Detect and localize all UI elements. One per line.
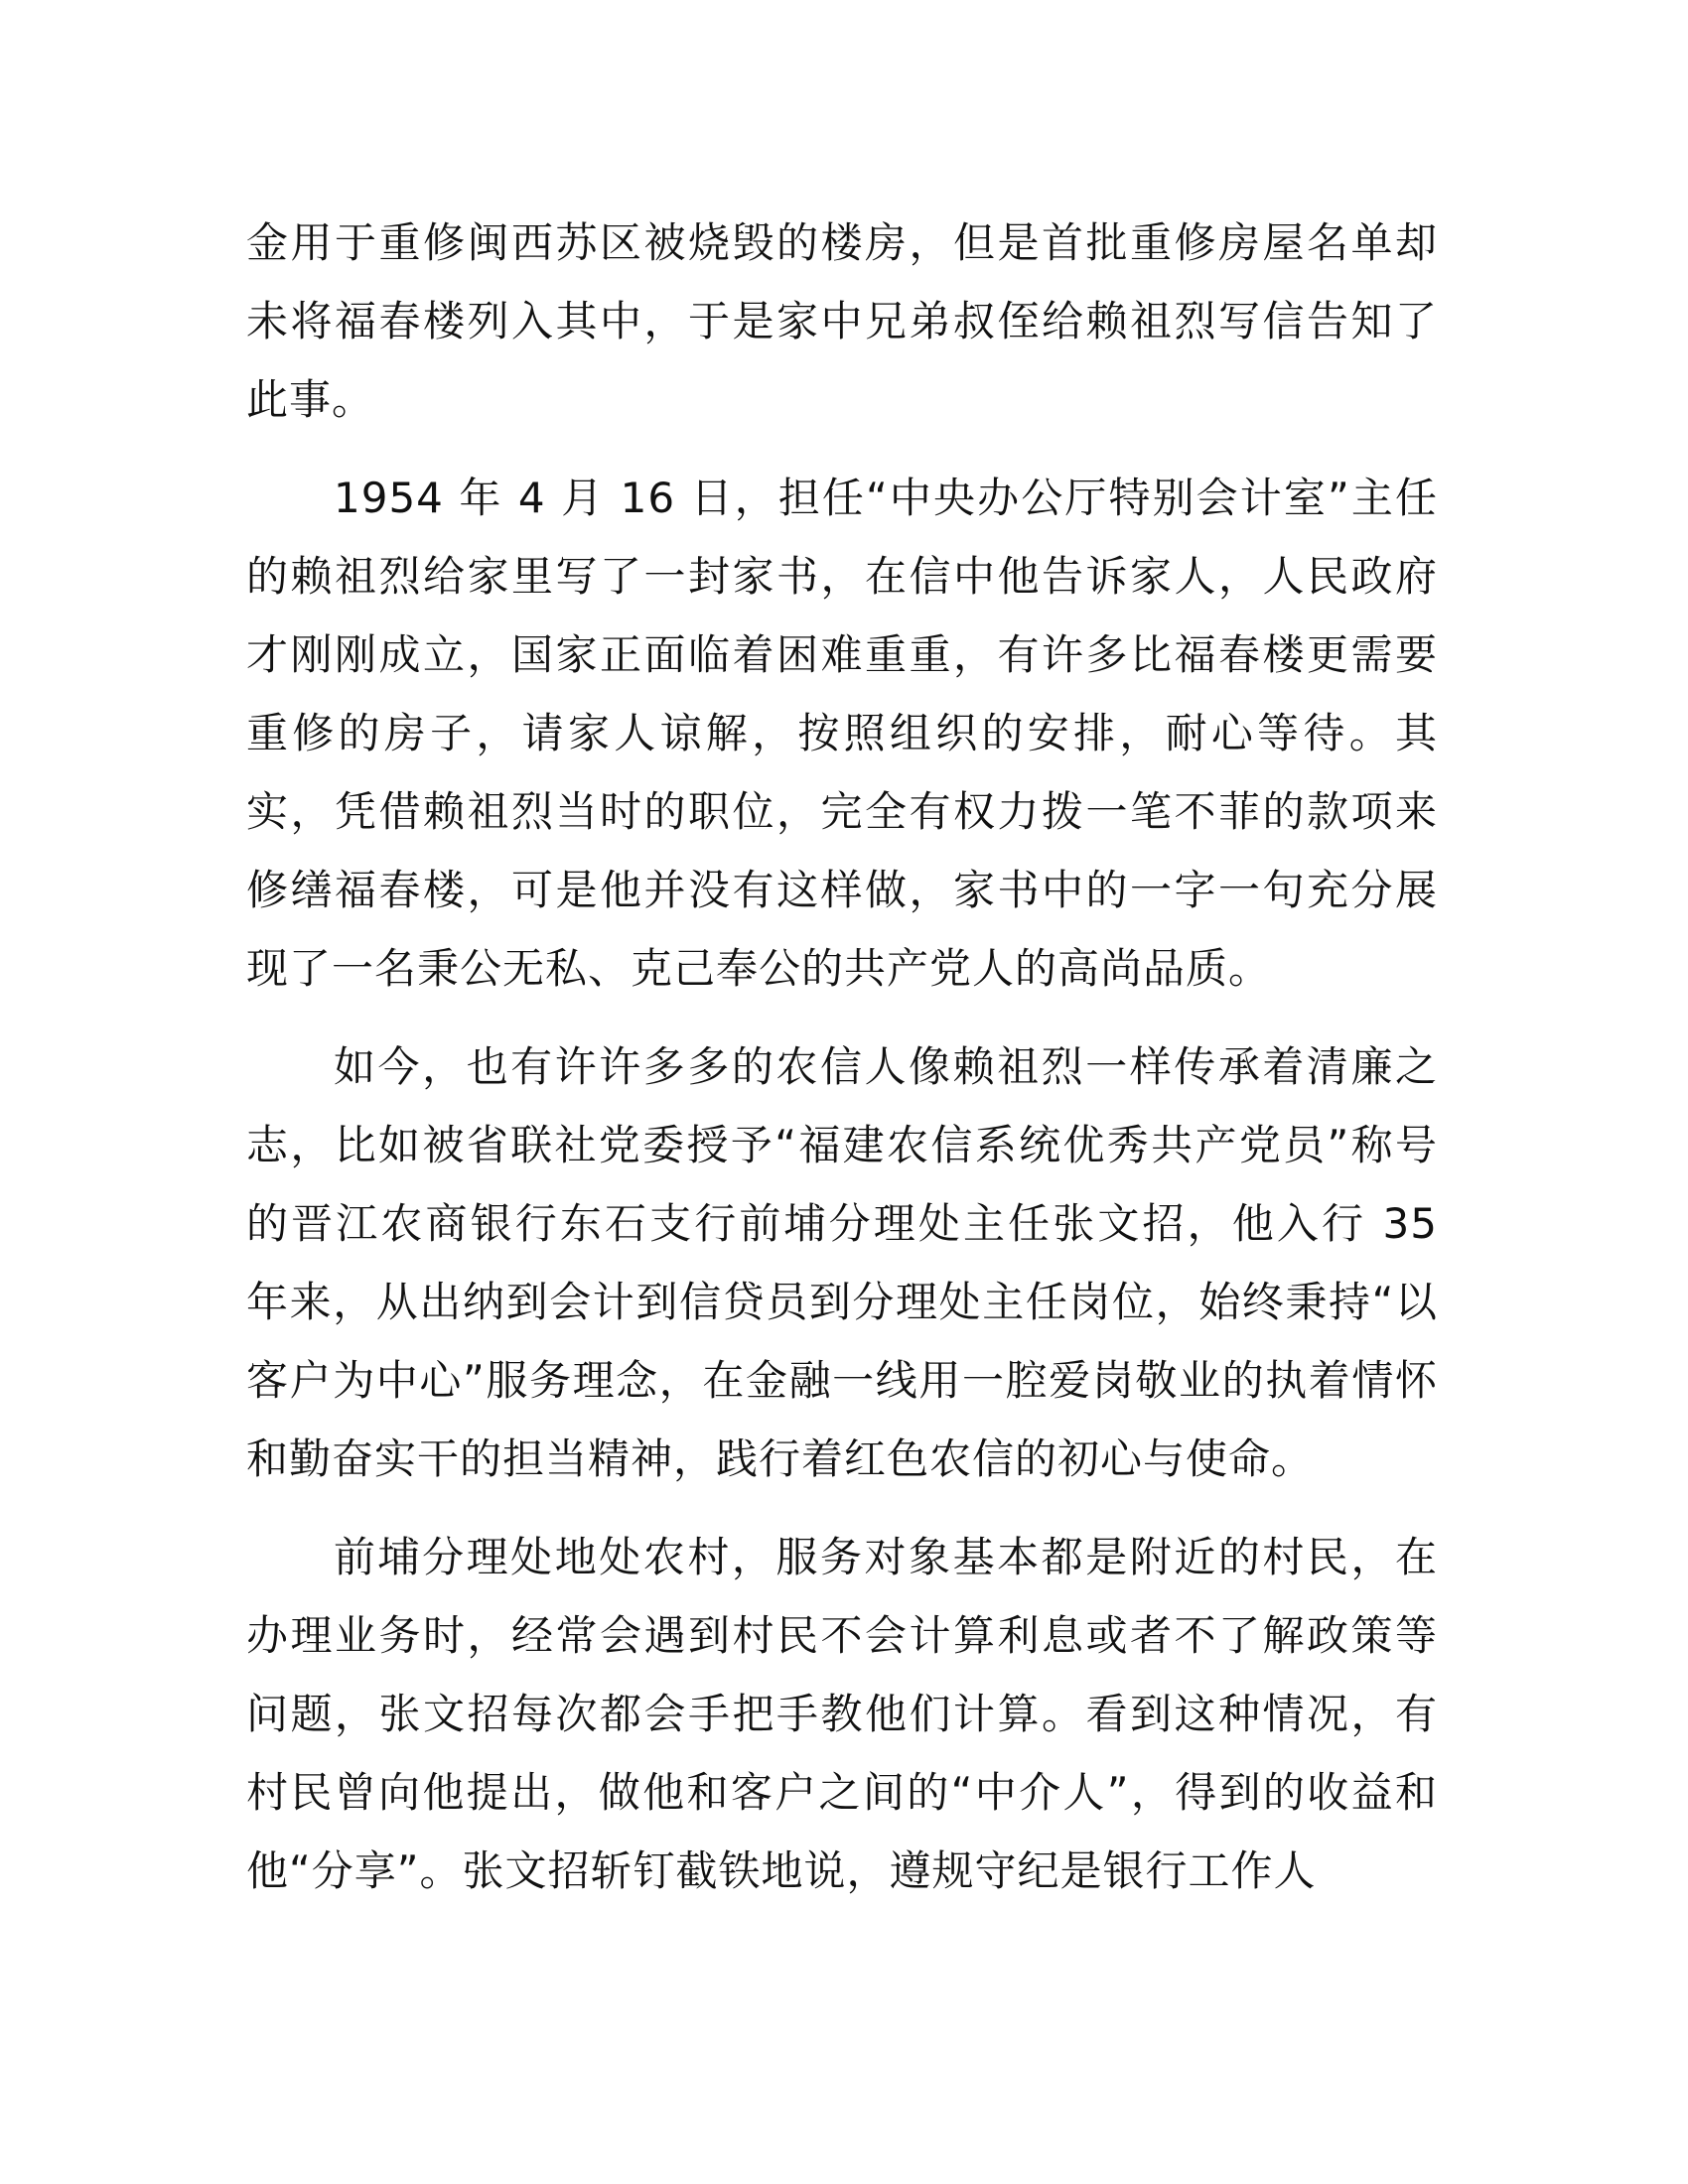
document-page: [246, 204, 1438, 1930]
paragraph: 1954 年 4 月 16 日，担任“中央办公厅特别会计室”主任的赖祖烈给家里写了一封家书，在信中他告诉家人，人民政府才刚刚成立，国家正面临着困难重重，有许多比福春楼更需要重修的房子，请家人谅解，按照组织的安排，耐心等待。其实，凭借赖祖烈当时的职位，完全有权力拨一笔不菲的款项来修缮福春楼，可是他并没有这样做，家书中的一字一句充分展现了一名秉公无私、克己奉公的共产党人的高尚品质。: [246, 474, 1438, 993]
paragraph: 如今，也有许许多多的农信人像赖祖烈一样传承着清廉之志，比如被省联社党委授予“福建农信系统优秀共产党员”称号的晋江农商银行东石支行前埔分理处主任张文招，他入行 35 年来，从出纳到会计到信贷员到分理处主任岗位，始终秉持“以客户为中心”服务理念，在金融一线用一腔爱岗敬业的执着情怀和勤奋实干的担当精神，践行着红色农信的初心与使命。: [246, 1042, 1438, 1483]
paragraph: 前埔分理处地处农村，服务对象基本都是附近的村民，在办理业务时，经常会遇到村民不会计算利息或者不了解政策等问题，张文招每次都会手把手教他们计算。看到这种情况，有村民曾向他提出，做他和客户之间的“中介人”，得到的收益和他“分享”。张文招斩钉截铁地说，遵规守纪是银行工作人: [246, 1533, 1438, 1895]
paragraph: 金用于重修闽西苏区被烧毁的楼房，但是首批重修房屋名单却未将福春楼列入其中，于是家中兄弟叔侄给赖祖烈写信告知了此事。: [246, 218, 1438, 424]
